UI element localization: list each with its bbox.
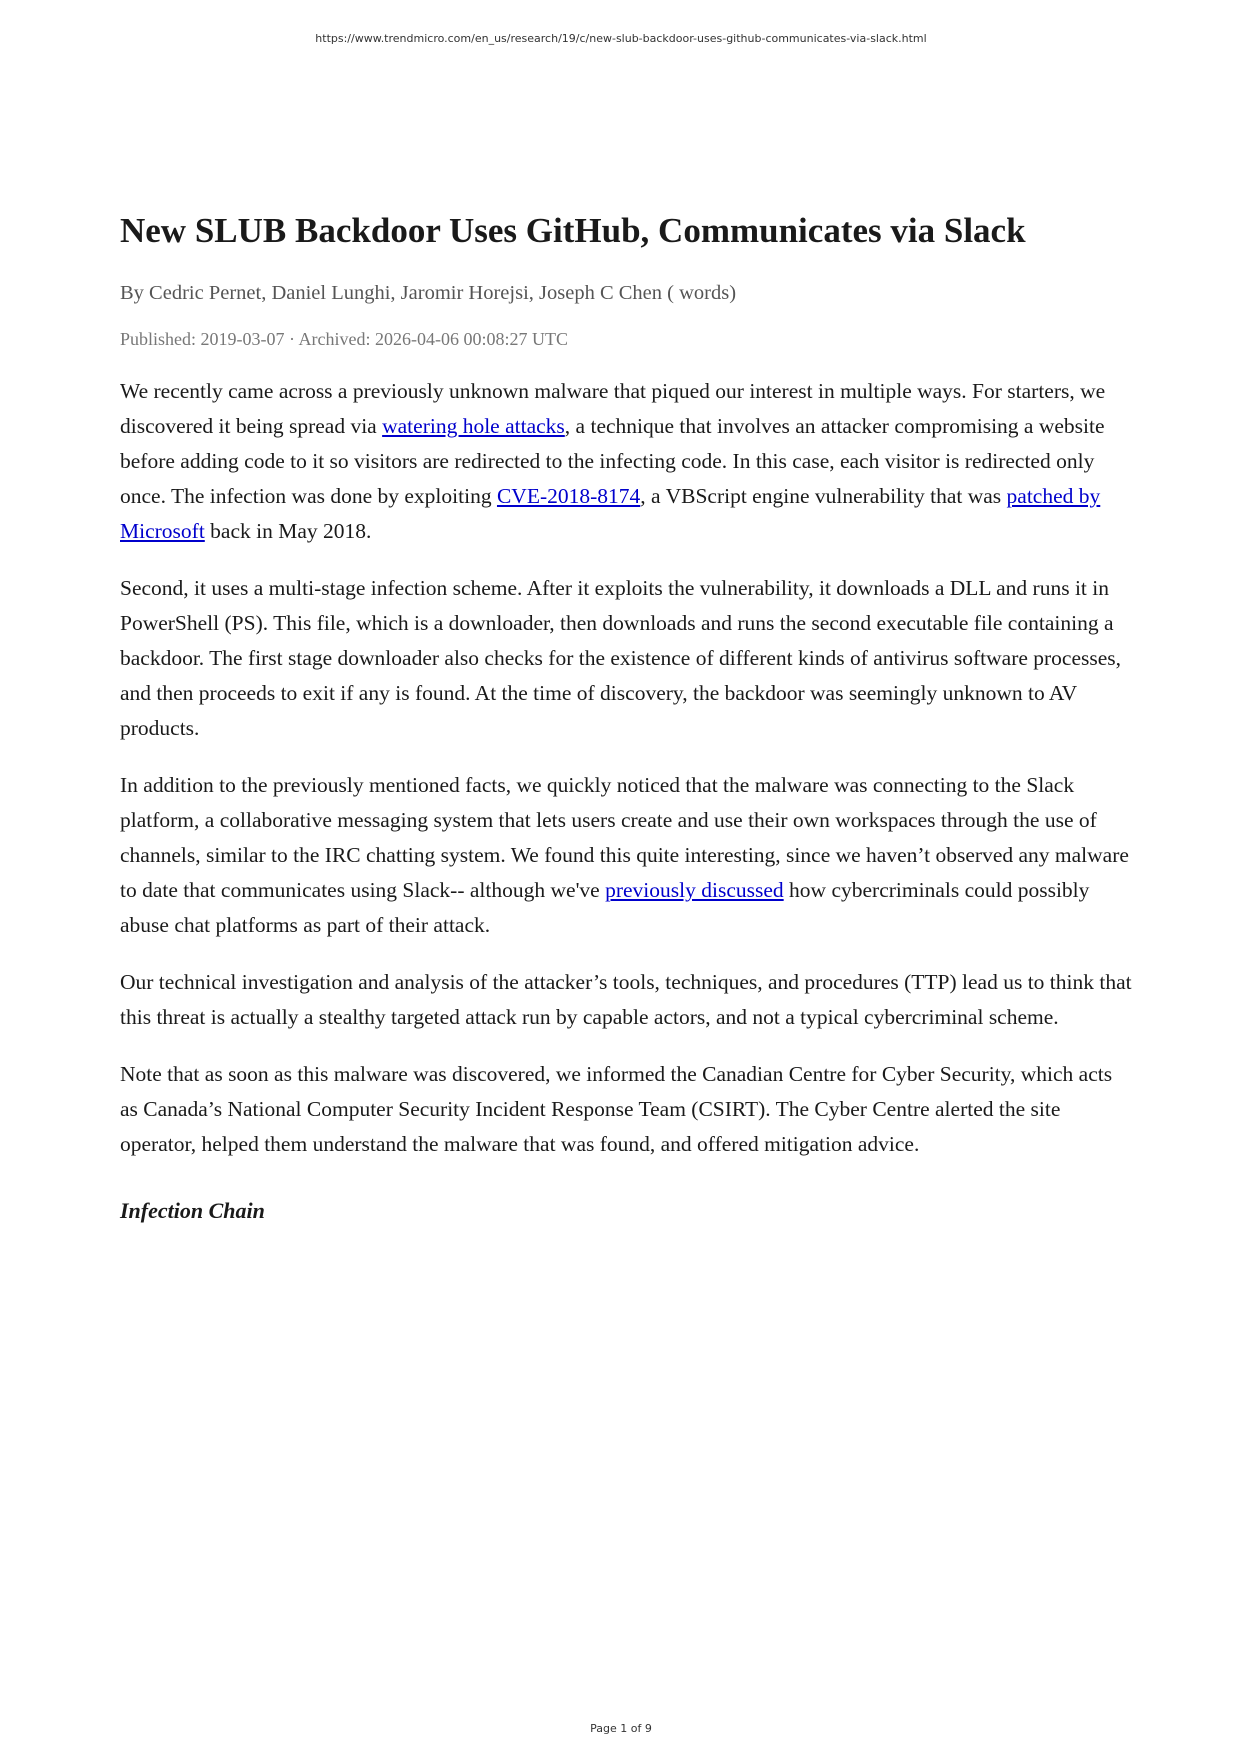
link-patched-by-microsoft[interactable]: patched by Microsoft <box>120 484 1101 543</box>
page-number: Page 1 of 9 <box>590 1722 652 1735</box>
text: back in May 2018. <box>204 519 372 543</box>
text: , a technique that involves an attacker compromising a website before adding code to it so visitors are redirected to the infecting code. In this case, each visitor is redirected only once. The infection was done by exploiting <box>120 414 1105 508</box>
link-previously-discussed[interactable]: previously discussed <box>605 878 784 902</box>
byline: By Cedric Pernet, Daniel Lunghi, Jaromir Horejsi, Joseph C Chen ( words) <box>120 282 737 304</box>
article <box>120 210 1132 1224</box>
link-watering-hole-attacks[interactable]: watering hole attacks <box>382 414 565 438</box>
paragraph-5: Note that as soon as this malware was discovered, we informed the Canadian Centre for Cyber Security, which acts as Canada’s National Computer Security Incident Response Team (CSIRT). The Cyber Centre alerted the site operator, helped them understand the malware that was found, and offered mitigation advice. <box>120 1062 1113 1156</box>
section-heading: Infection Chain <box>120 1198 265 1223</box>
text: We recently came across a previously unknown malware that piqued our interest in multiple ways. For starters, we discovered it being spread via <box>120 379 1106 438</box>
text: In addition to the previously mentioned facts, we quickly noticed that the malware was connecting to the Slack platform, a collaborative messaging system that lets users create and use their own workspaces through the use of channels, similar to the IRC chatting system. We found this quite interesting, since we haven’t observed any malware to date that communicates using Slack-- although we've <box>120 773 1129 902</box>
paragraph-2: Second, it uses a multi-stage infection scheme. After it exploits the vulnerability, it downloads a DLL and runs it in PowerShell (PS). This file, which is a downloader, then downloads and runs the second executable file containing a backdoor. The first stage downloader also checks for the existence of different kinds of antivirus software processes, and then proceeds to exit if any is found. At the time of discovery, the backdoor was seemingly unknown to AV products. <box>120 576 1122 740</box>
text: , a VBScript engine vulnerability that was <box>640 484 1007 508</box>
paragraph-4: Our technical investigation and analysis of the attacker’s tools, techniques, and procedures (TTP) lead us to think that this threat is actually a stealthy targeted attack run by capable actors, and not a typical cybercriminal scheme. <box>120 970 1132 1029</box>
paragraph-3 <box>120 768 1132 943</box>
link-cve-2018-8174[interactable]: CVE-2018-8174 <box>496 484 641 508</box>
text: how cybercriminals could possibly abuse chat platforms as part of their attack. <box>120 878 1090 937</box>
article-title: New SLUB Backdoor Uses GitHub, Communicates via Slack <box>120 211 1026 250</box>
publish-meta: Published: 2019-03-07 · Archived: 2026-04-06 00:08:27 UTC <box>120 329 568 349</box>
page-url: https://www.trendmicro.com/en_us/research/19/c/new-slub-backdoor-uses-github-communicates-via-slack.html <box>315 32 927 45</box>
paragraph-1 <box>120 374 1132 549</box>
